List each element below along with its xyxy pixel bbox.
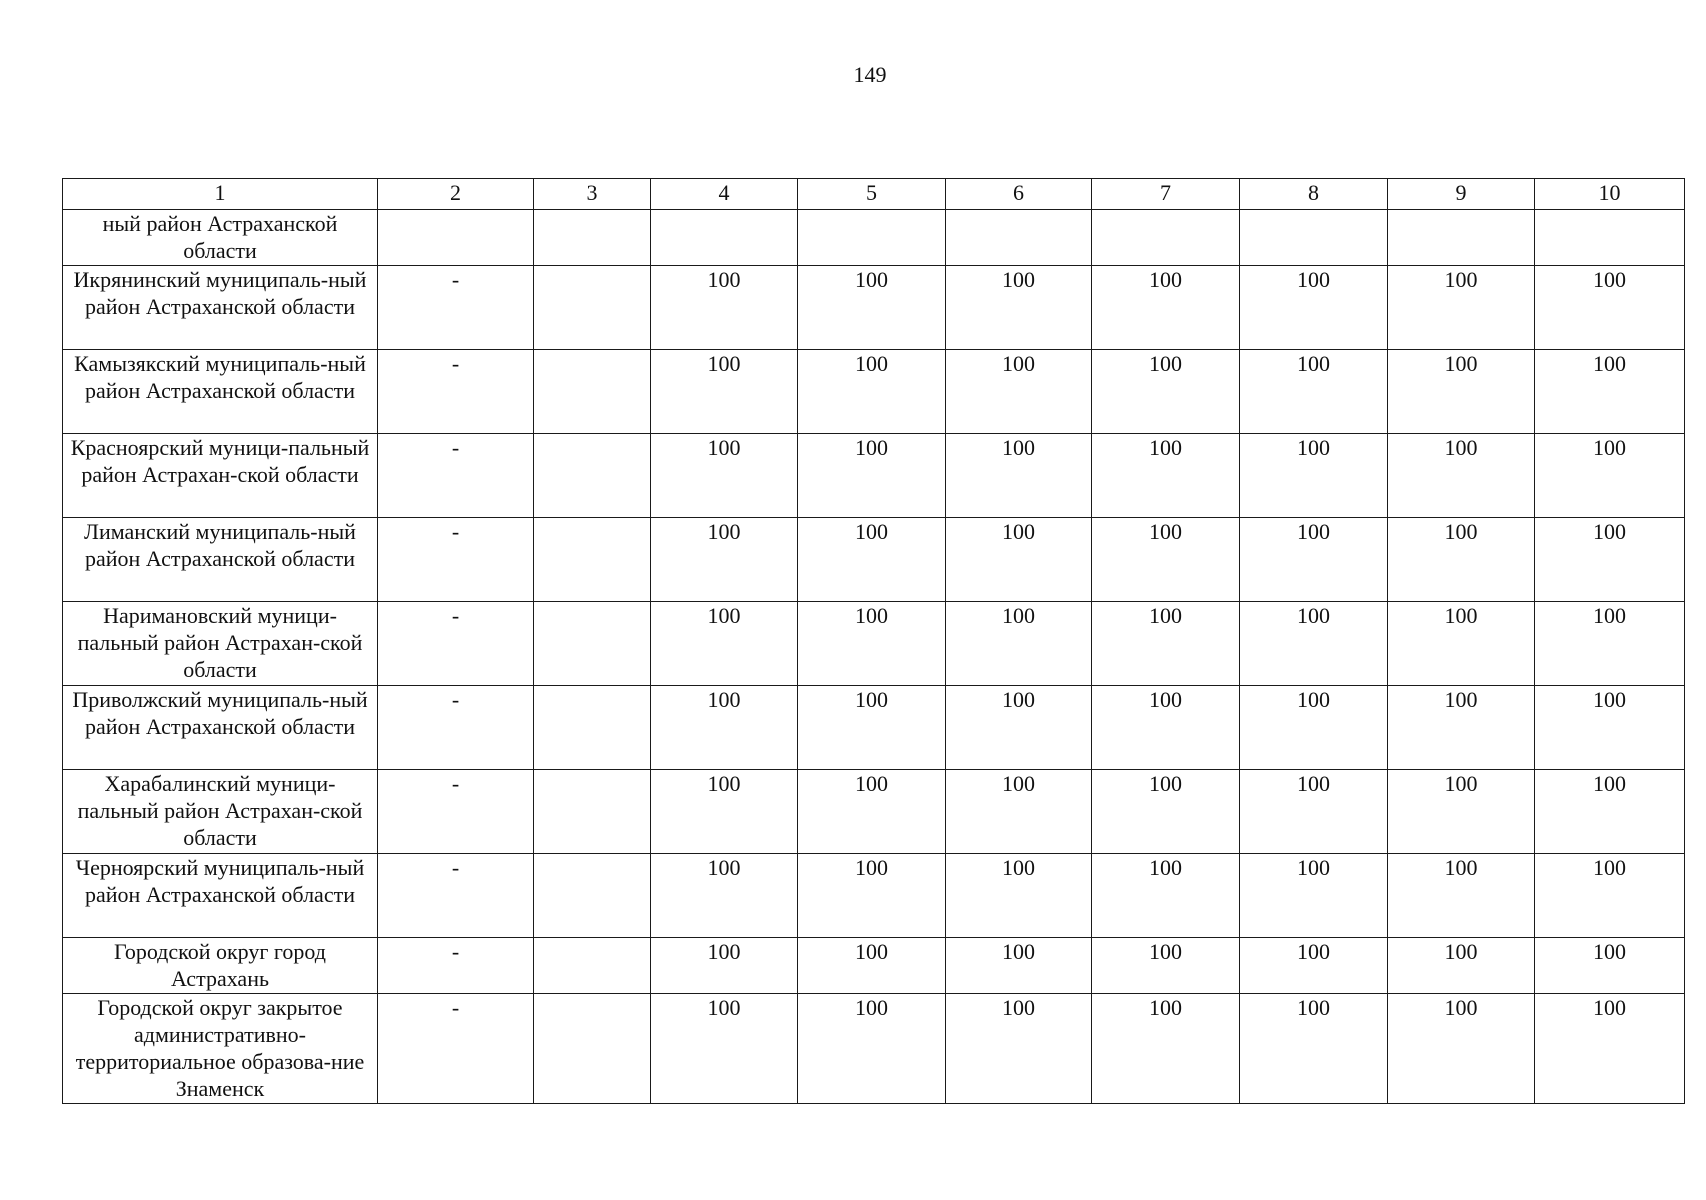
value-cell <box>798 210 946 266</box>
value-cell: 100 <box>946 938 1092 994</box>
value-cell: 100 <box>1240 350 1388 434</box>
value-cell: 100 <box>798 938 946 994</box>
column-2-cell <box>378 210 534 266</box>
table-row <box>63 518 1685 602</box>
value-cell: 100 <box>651 266 798 350</box>
value-cell <box>651 210 798 266</box>
district-name: Лиманский муниципаль-ный район Астраханской области <box>63 518 378 602</box>
column-2-cell: - <box>378 266 534 350</box>
value-cell: 100 <box>946 770 1092 854</box>
value-cell: 100 <box>946 686 1092 770</box>
column-3-cell <box>534 854 651 938</box>
value-cell: 100 <box>1092 434 1240 518</box>
value-cell: 100 <box>1092 518 1240 602</box>
value-cell: 100 <box>1240 434 1388 518</box>
value-cell: 100 <box>798 602 946 686</box>
value-cell: 100 <box>1240 994 1388 1104</box>
value-cell: 100 <box>946 994 1092 1104</box>
value-cell: 100 <box>1535 350 1685 434</box>
value-cell: 100 <box>651 602 798 686</box>
value-cell <box>946 210 1092 266</box>
column-2-cell: - <box>378 770 534 854</box>
column-2-cell: - <box>378 602 534 686</box>
value-cell: 100 <box>1240 854 1388 938</box>
district-name: Городской округ закрытое административно-территориальное образова-ние Знаменск <box>63 994 378 1104</box>
value-cell: 100 <box>1388 518 1535 602</box>
value-cell: 100 <box>946 266 1092 350</box>
column-2-cell: - <box>378 434 534 518</box>
table-body <box>63 210 1685 1104</box>
value-cell: 100 <box>1240 518 1388 602</box>
value-cell: 100 <box>946 854 1092 938</box>
column-header: 4 <box>651 179 798 210</box>
value-cell <box>1535 210 1685 266</box>
column-3-cell <box>534 518 651 602</box>
district-name: Камызякский муниципаль-ный район Астраханской области <box>63 350 378 434</box>
district-name: Приволжский муниципаль-ный район Астраханской области <box>63 686 378 770</box>
value-cell: 100 <box>651 686 798 770</box>
value-cell: 100 <box>1388 770 1535 854</box>
column-3-cell <box>534 686 651 770</box>
value-cell: 100 <box>1092 602 1240 686</box>
value-cell: 100 <box>946 518 1092 602</box>
column-header: 2 <box>378 179 534 210</box>
value-cell: 100 <box>1388 266 1535 350</box>
value-cell: 100 <box>651 854 798 938</box>
column-3-cell <box>534 602 651 686</box>
value-cell: 100 <box>1092 994 1240 1104</box>
value-cell: 100 <box>1092 854 1240 938</box>
district-name: ный район Астраханской области <box>63 210 378 266</box>
value-cell: 100 <box>1092 938 1240 994</box>
table-row <box>63 938 1685 994</box>
column-2-cell: - <box>378 938 534 994</box>
value-cell: 100 <box>651 994 798 1104</box>
value-cell: 100 <box>1535 266 1685 350</box>
column-header: 6 <box>946 179 1092 210</box>
value-cell: 100 <box>1092 350 1240 434</box>
value-cell: 100 <box>798 994 946 1104</box>
value-cell: 100 <box>651 350 798 434</box>
column-3-cell <box>534 994 651 1104</box>
table-row <box>63 602 1685 686</box>
table-row <box>63 686 1685 770</box>
value-cell: 100 <box>946 434 1092 518</box>
table-row <box>63 434 1685 518</box>
value-cell: 100 <box>651 434 798 518</box>
value-cell <box>1240 210 1388 266</box>
value-cell: 100 <box>798 350 946 434</box>
column-3-cell <box>534 210 651 266</box>
value-cell: 100 <box>1240 938 1388 994</box>
column-header: 8 <box>1240 179 1388 210</box>
value-cell: 100 <box>1535 938 1685 994</box>
column-3-cell <box>534 266 651 350</box>
column-header: 10 <box>1535 179 1685 210</box>
value-cell: 100 <box>798 434 946 518</box>
value-cell: 100 <box>1535 602 1685 686</box>
value-cell: 100 <box>1240 602 1388 686</box>
value-cell: 100 <box>1388 434 1535 518</box>
value-cell: 100 <box>946 350 1092 434</box>
district-name: Черноярский муниципаль-ный район Астраханской области <box>63 854 378 938</box>
value-cell: 100 <box>1388 602 1535 686</box>
value-cell: 100 <box>1535 686 1685 770</box>
column-2-cell: - <box>378 686 534 770</box>
value-cell: 100 <box>1388 994 1535 1104</box>
column-2-cell: - <box>378 994 534 1104</box>
value-cell: 100 <box>1388 854 1535 938</box>
column-header: 1 <box>63 179 378 210</box>
value-cell: 100 <box>1535 434 1685 518</box>
table-row <box>63 350 1685 434</box>
header-row <box>63 179 1685 210</box>
value-cell <box>1388 210 1535 266</box>
district-name: Красноярский муници-пальный район Астрахан-ской области <box>63 434 378 518</box>
value-cell: 100 <box>1092 266 1240 350</box>
page-number: 149 <box>853 62 887 87</box>
value-cell: 100 <box>1388 938 1535 994</box>
value-cell: 100 <box>798 686 946 770</box>
district-name: Харабалинский муници-пальный район Астрахан-ской области <box>63 770 378 854</box>
value-cell: 100 <box>798 770 946 854</box>
value-cell <box>1092 210 1240 266</box>
value-cell: 100 <box>1388 686 1535 770</box>
district-name: Городской округ город Астрахань <box>63 938 378 994</box>
value-cell: 100 <box>798 854 946 938</box>
table-row <box>63 994 1685 1104</box>
value-cell: 100 <box>1535 994 1685 1104</box>
value-cell: 100 <box>1535 770 1685 854</box>
column-2-cell: - <box>378 350 534 434</box>
district-name: Икрянинский муниципаль-ный район Астраханской области <box>63 266 378 350</box>
value-cell: 100 <box>651 938 798 994</box>
column-3-cell <box>534 770 651 854</box>
column-header: 5 <box>798 179 946 210</box>
column-3-cell <box>534 434 651 518</box>
column-header: 3 <box>534 179 651 210</box>
value-cell: 100 <box>1092 770 1240 854</box>
column-header: 9 <box>1388 179 1535 210</box>
column-3-cell <box>534 350 651 434</box>
value-cell: 100 <box>651 518 798 602</box>
data-table <box>62 178 1685 1104</box>
column-2-cell: - <box>378 854 534 938</box>
value-cell: 100 <box>1240 686 1388 770</box>
value-cell: 100 <box>798 518 946 602</box>
value-cell: 100 <box>1535 854 1685 938</box>
value-cell: 100 <box>1388 350 1535 434</box>
value-cell: 100 <box>1535 518 1685 602</box>
value-cell: 100 <box>946 602 1092 686</box>
district-name: Наримановский муници-пальный район Астрахан-ской области <box>63 602 378 686</box>
value-cell: 100 <box>1092 686 1240 770</box>
value-cell: 100 <box>1240 266 1388 350</box>
table-row <box>63 854 1685 938</box>
column-3-cell <box>534 938 651 994</box>
table-row <box>63 210 1685 266</box>
column-header: 7 <box>1092 179 1240 210</box>
value-cell: 100 <box>798 266 946 350</box>
column-2-cell: - <box>378 518 534 602</box>
table-row <box>63 770 1685 854</box>
value-cell: 100 <box>1240 770 1388 854</box>
table-row <box>63 266 1685 350</box>
value-cell: 100 <box>651 770 798 854</box>
